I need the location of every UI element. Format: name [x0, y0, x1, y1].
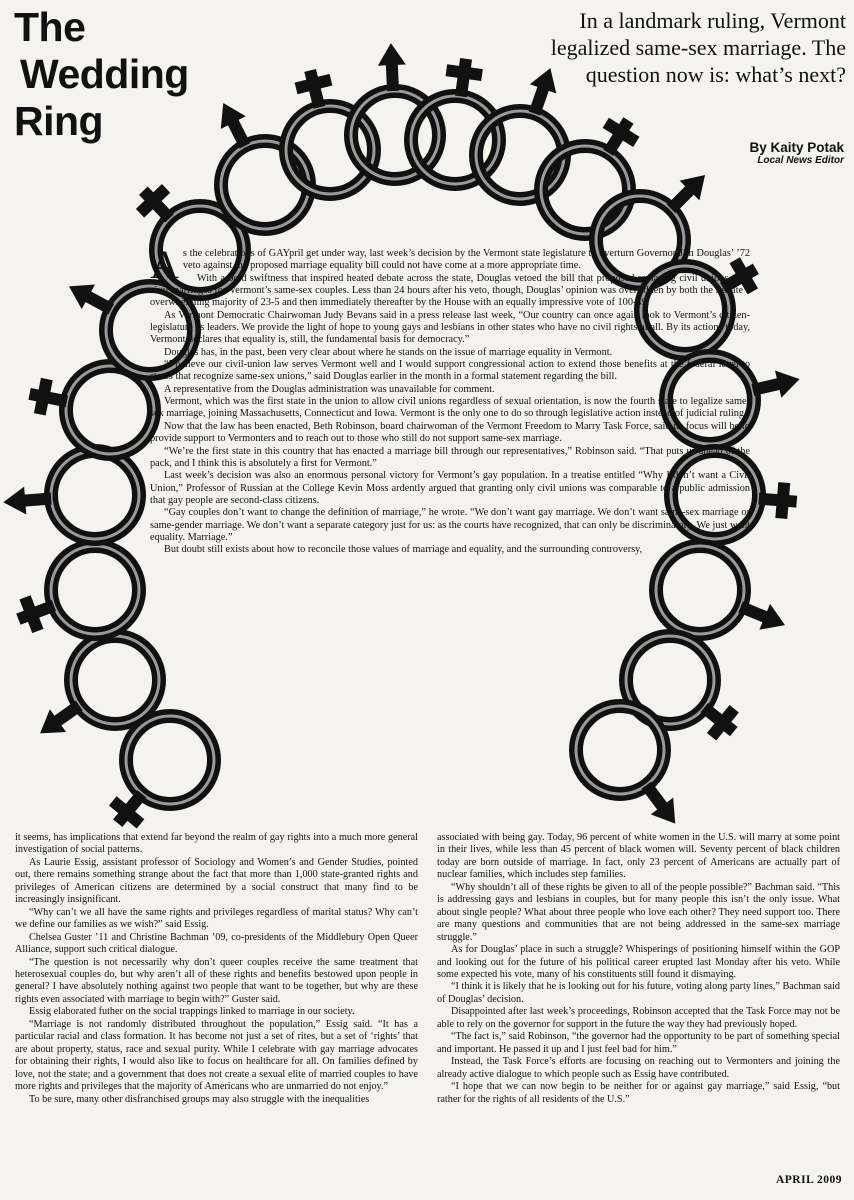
column-paragraph: it seems, has implications that extend far beyond the realm of gay rights into a much more general investigation of social patterns. — [15, 832, 418, 856]
body-paragraph: As Vermont Democratic Chairwoman Judy Bevans said in a press release last week, “Our country can once again look to Vermont’s citizen-legislature as leaders. We provide the light of hope to young gays and lesbians in other states who have no civil rights at all. By its actions today, Vermont declares that equality is, still, the fundamental basis for democracy.” — [150, 309, 750, 346]
male-symbol-arrow — [378, 43, 406, 66]
body-paragraph: “We’re the first state in this country that has enacted a marriage bill through our representatives,” Robinson said. “That puts us ahead of the pack, and I think this is absolutely a first for Vermont.” — [150, 445, 750, 469]
column-paragraph: Essig elaborated futher on the social trappings linked to marriage in our society. — [29, 1006, 355, 1018]
female-symbol-cross — [25, 597, 38, 631]
continued-story — [15, 832, 840, 1106]
headline-line-2: Wedding — [20, 51, 189, 97]
byline-author: By Kaity Potak — [749, 140, 844, 155]
body-paragraph: A representative from the Douglas administration was unavailable for comment. — [164, 383, 495, 395]
body-paragraph: With a bold swiftness that inspired heated debate across the state, Douglas vetoed the bill that proposed replacing civil unions with civil marriages for Vermont’s same-sex couples. Less than 24 hours after his veto, though, Douglas’ opinion was overridden by both the Senate’s overwhelming majority of 23-5 and then immediately thereafter by the House with an equally impressive vote of 100-49. — [150, 272, 750, 309]
body-paragraph: Douglas has, in the past, been very clear about where he stands on the issue of marriage equality in Vermont. — [164, 346, 613, 358]
ring-highlight — [71, 636, 159, 724]
byline-role: Local News Editor — [757, 155, 844, 166]
ring-highlight — [51, 546, 139, 634]
column-paragraph: associated with being gay. Today, 96 percent of white women in the U.S. will marry at some point in their lives, while less than 45 percent of black women will. Seventy percent of black children today are born outside of marriage. In fact, only 23 percent of Americans are actually part of nuclear families, which includes step families. — [437, 832, 840, 881]
body-paragraph: “Gay couples don’t want to change the definition of marriage,” he wrote. “We don’t want gay marriage. We don’t want same-sex marriage or same-gender marriage. We don’t want a separate category just for us: as the courts have recognized, that can only be discriminatory. We just want equality. Marriage.” — [150, 507, 750, 543]
headline-line-3: Ring — [14, 98, 104, 144]
female-symbol-cross — [446, 70, 482, 75]
column-paragraph: “The question is not necessarily why don’t queer couples receive the same treatment that heterosexual couples do, but why aren’t all of these rights and benefits bestowed upon people in general? I have absolutely nothing against two people that want to be together, but why are these rights even associated with marriage to begin with?” Guster said. — [15, 956, 418, 1005]
column-paragraph: To be sure, many other disfranchised groups may also struggle with the inequalities — [29, 1093, 370, 1105]
female-symbol-cross — [781, 483, 784, 519]
drop-cap: A — [150, 242, 179, 287]
column-paragraph: Chelsea Guster ’11 and Christine Bachman ’09, co-presidents of the Middlebury Open Queer Alliance, support such critical dialogue. — [15, 931, 418, 956]
ring-highlight — [51, 451, 139, 539]
lead-story-text — [150, 242, 750, 818]
headline-line-1: The — [14, 4, 86, 50]
male-symbol-arrow — [775, 370, 800, 397]
column-paragraph: “Marriage is not randomly distributed throughout the population,” Essig said. “It has a particular racial and class formation. It has become not just a set of rites, but a set of ‘rights’ that are about property, status, race and sexual purity. While I celebrate with gay marriage advocates for obtaining their rights, I would also like to focus on healthcare for all. On families defined by love, not the state; and a government that does not create a sexual elite of married couples to have more rights and privileges that the majority of Americans who are unmarried do not enjoy.” — [15, 1018, 418, 1093]
body-paragraph: Now that the law has been enacted, Beth Robinson, board chairwoman of the Vermont Freedom to Marry Task Force, said its focus will be to provide support to Vermonters and to reach out to those who still do not support same-sex marriage. — [150, 420, 750, 445]
column-paragraph: Disappointed after last week’s proceedings, Robinson accepted that the Task Force may not be able to rely on the governor for support in the future the way they had previously hoped. — [437, 1006, 840, 1030]
column-paragraph: As Laurie Essig, assistant professor of Sociology and Women’s and Gender Studies, pointed out, there remains something strange about the fact that more than 1,000 state-granted rights and privileges of American citizens are determined by a social construct that many find to be increasingly insignificant. — [15, 856, 418, 906]
right-column — [437, 832, 840, 1106]
issue-date: APRIL 2009 — [775, 1174, 842, 1186]
female-symbol-cross — [296, 80, 331, 89]
female-symbol-cross — [40, 379, 47, 414]
lead-paragraph: As the celebrations of GAYpril get under way, last week’s decision by the Vermont state legislature to overturn Governor Jim Douglas’ ’72 veto against the proposed marriage equality bill could not have come at a more appropriate time. — [150, 242, 750, 287]
column-paragraph: “Why shouldn’t all of these rights be given to all of the people possible?” Bachman said. “This is addressing gays and lesbians in couples, but for many people this isn’t the only issue. What about single people? What about three people who love each other? They need support too. There are many questions and communities that are not being addressed in the same-sex marriage struggle.” — [437, 881, 840, 943]
column-paragraph: “Why can’t we all have the same rights and privileges regardless of marital status? Why can’t we define our families as we wish?” said Essig. — [15, 906, 418, 931]
column-paragraph: “The fact is,” said Robinson, “the governor had the opportunity to be part of something special and important. He passed it up and I just feel bad for him.” — [437, 1031, 840, 1055]
body-paragraph: But doubt still exists about how to reconcile those values of marriage and equality, and the surrounding controversy, — [164, 544, 643, 556]
body-paragraph: “I believe our civil-union law serves Vermont well and I would support congressional action to extend those benefits at the federal level to states that recognize same-sex unions,” said Douglas earlier in the month in a formal statement regarding the bill. — [150, 359, 750, 383]
male-symbol-arrow — [3, 487, 26, 515]
column-paragraph: As for Douglas’ place in such a struggle? Whisperings of positioning himself within the GOP and looking out for the future of his political career erupted last Monday after his veto. While some expected his vote, many of his constituents still found it dismaying. — [437, 944, 840, 980]
body-paragraph: Last week’s decision was also an enormous personal victory for Vermont’s gay population. In a treatise entitled “Why I don’t want a Civil Union,” Professor of Russian at the College Kevin Moss ardently argued that granting only civil unions was comparable to a public admission that gay people are second-class citizens. — [150, 470, 750, 506]
column-paragraph: “I hope that we can now begin to be neither for or against gay marriage,” said Essig, “but rather for the rights of all residents of the U.S.” — [437, 1081, 840, 1105]
column-paragraph: “I think it is likely that he is looking out for his future, voting along party lines,” Bachman said of Douglas’ decision. — [437, 981, 840, 1005]
body-paragraph: Vermont, which was the first state in the union to allow civil unions regardless of sexual orientation, is now the fourth state to legalize same-sex marriage, joining Massachusetts, Connecticut and Iowa. Vermont is the only one to do so through legislative action instead of judicial ruling. — [150, 396, 750, 420]
subheadline: In a landmark ruling, Vermont legalized same-sex marriage. The question now is: what’s next? — [550, 8, 846, 87]
column-paragraph: Instead, the Task Force’s efforts are focusing on reaching out to Vermonters and joining the already active dialogue to which people such as Essig have contributed. — [437, 1056, 840, 1080]
left-column — [15, 832, 418, 1106]
